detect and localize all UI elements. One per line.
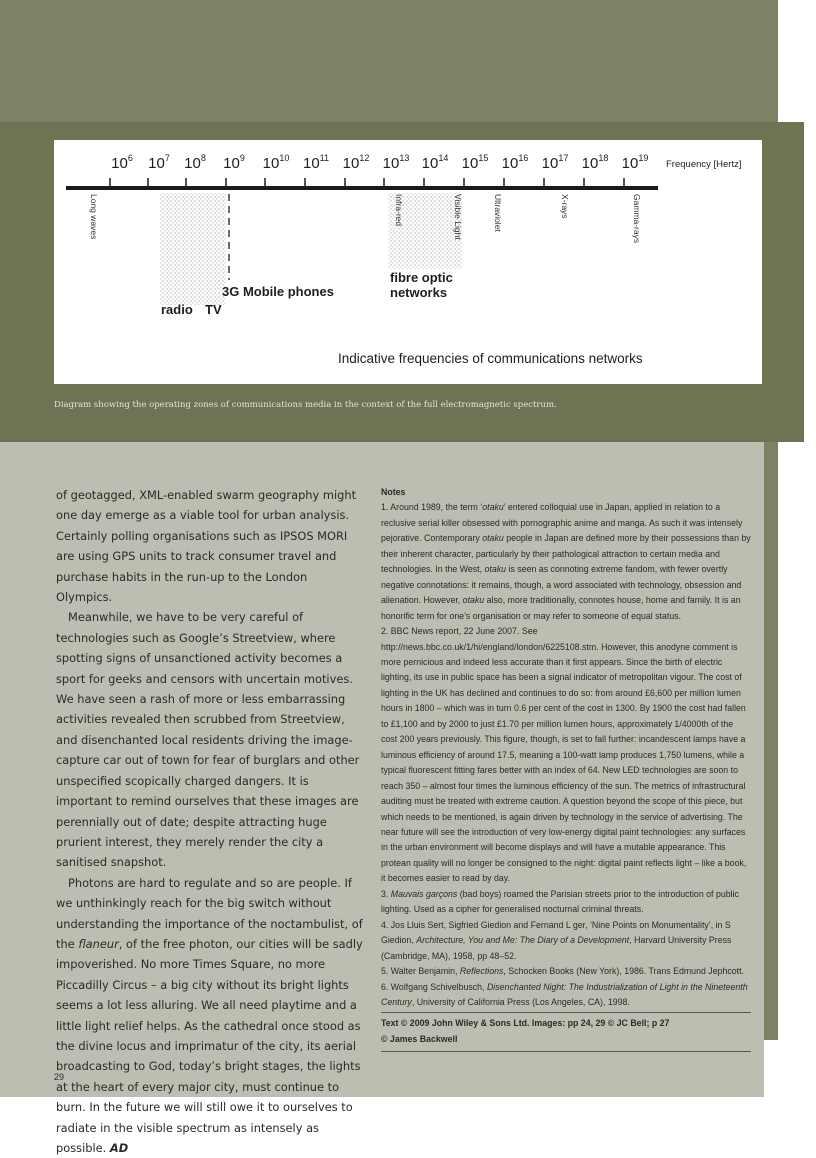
- band-label: Long waves: [89, 194, 99, 240]
- spectrum-axis: [66, 186, 658, 190]
- freq-label: $10^{14}$: [421, 153, 449, 172]
- band-label: X-rays: [560, 194, 570, 219]
- note-item: 2. BBC News report, 22 June 2007. See http://news.bbc.co.uk/1/hi/england/london/6225108.stm. However, this anodyne comment is more pernicious and indeed less accurate than it first appears. Since the birth of electric lighting, its use in public space has been a signal indicator of metropolitan vigour. The cost of lighting in the UK has declined and continues to do so: from around £6,600 per million lumen hours in 1800 – which was in turn 0.6 per cent of the cost in 1300. By 1900 the cost had fallen to £1,100 and by 2000 to just £1.70 per million lumen hours, approximately 1/4000th of the cost 200 years previously. This figure, though, is set to fall further: incandescent lamps have a luminous efficiency of around 17.5, meaning a 100-watt lamp produces 1,750 lumens, while a typical fluorescent fitting fares better with an index of 64. New LED technologies are soon to reach 350 – almost four times the luminous efficiency of the sun. The metrics of infrastructural auditing must be treated with extreme caution. A question beyond the scope of this piece, but which needs to be mentioned, is again driven by technology in the service of advertising. The near future will see the introduction of very low-energy digital paint technologies: any surfaces in the urban environment will become displays and will have a mutable appearance. This protean quality will no longer be consigned to the night: digital paint reflects light – like a book, it becomes easier to read by day.: [381, 626, 747, 884]
- body-paragraph: of geotagged, XML-enabled swarm geography might one day emerge as a viable tool for urban analysis. Certainly polling organisations such as IPSOS MORI are using GPS units to track consumer travel and purchase habits in the run-up to the London Olympics.: [56, 488, 357, 605]
- freq-label: $10^8$: [184, 153, 206, 172]
- freq-label: $10^{15}$: [461, 153, 489, 172]
- band-label: Ultraviolet: [493, 194, 503, 232]
- figure-caption: Diagram showing the operating zones of communications media in the context of the full electromagnetic spectrum.: [54, 400, 557, 410]
- freq-label: $10^{16}$: [501, 153, 529, 172]
- axis-ticks: [110, 178, 624, 186]
- note-item: 5. Walter Benjamin, Reflections, Schocken Books (New York), 1986. Trans Edmund Jephcott.: [381, 966, 744, 977]
- right-color-strip: [764, 442, 778, 1040]
- spectrum-svg: [54, 140, 762, 384]
- diagram-title: Indicative frequencies of communications networks: [338, 351, 643, 366]
- body-paragraph: Photons are hard to regulate and so are people. If we unthinkingly reach for the big switch without understanding the importance of the noctambulist, of the flaneur, of the free photon, our cities will be sadly impoverished. No more Times Square, no more Piccadilly Circus – a big city without its bright lights seems a lot less alluring. We all need playtime and a little light relief helps. As the cathedral once stood as the divine locus and imprimatur of the city, its aerial broadcasting to God, today’s bright stages, the lights at the heart of every major city, must continue to burn. In the future we will still owe it to ourselves to radiate in the visible spectrum as intensely as possible. AD: [56, 875, 363, 1155]
- notes-heading: Notes: [381, 487, 406, 497]
- freq-label: $10^{19}$: [621, 153, 649, 172]
- freq-label: $10^{18}$: [581, 153, 609, 172]
- image-credits: [381, 1012, 751, 1052]
- freq-label: $10^6$: [111, 153, 133, 172]
- note-item: 1. Around 1989, the term ‘otaku’ entered colloquial use in Japan, applied in relation to a reclusive serial killer obsessed with pornographic anime and manga. As such it was intensely pejorative. Contemporary otaku people in Japan are defined more by their possessions than by their inherent character, particularly by their pathological attraction to certain media and technologies. In the West, otaku is seen as connoting extreme fandom, with fewer overtly negative connotations: it remains, though, a word associated with technology, obsession and alienation. However, otaku also, more traditionally, connotes house, home and family. It is an honorific term for one’s organisation or may refer to someone of equal status.: [381, 502, 751, 621]
- note-item: 4. Jos Lluis Sert, Sigfried Giedion and Fernand L ger, ‘Nine Points on Monumentality’, in S Giedion, Architecture, You and Me: The Diary of a Development, Harvard University Press (Cambridge, MA), 1958, pp 48–52.: [381, 919, 732, 961]
- body-column: [56, 485, 366, 1158]
- tv-label: TV: [205, 302, 222, 317]
- end-mark-icon: AD: [109, 1141, 129, 1155]
- spectrum-diagram: [54, 140, 762, 384]
- band-label: Infra-red: [394, 194, 404, 227]
- radio-label: radio: [161, 302, 193, 317]
- freq-label: $10^{13}$: [382, 153, 410, 172]
- band-label: Visible Light: [453, 194, 463, 240]
- notes-column: [381, 485, 751, 1052]
- note-item: 6. Wolfgang Schivelbusch, Disenchanted Night: The Industrialization of Light in the Nineteenth Century, University of California Press (Los Angeles, CA), 1998.: [381, 981, 748, 1007]
- freq-label: $10^{17}$: [541, 153, 569, 172]
- freq-label: $10^{11}$: [302, 153, 330, 172]
- freq-label: $10^9$: [223, 153, 245, 172]
- freq-label: $10^{10}$: [262, 153, 290, 172]
- top-color-band: [0, 0, 778, 122]
- page-number: 29: [54, 1072, 65, 1082]
- radio-tv-zone: [160, 193, 226, 305]
- freq-label: $10^7$: [148, 153, 170, 172]
- band-label: Gamma-rays: [632, 194, 642, 244]
- credit-line: Text © 2009 John Wiley & Sons Ltd. Images: pp 24, 29 © JC Bell; p 27: [381, 1018, 670, 1029]
- fibre-label-line1: fibre optic: [390, 270, 453, 285]
- mobile-label: 3G Mobile phones: [222, 284, 334, 299]
- body-paragraph: Meanwhile, we have to be very careful of technologies such as Google’s Streetview, where spotting signs of unsanctioned activity becomes a sport for geeks and censors with uncertain motives. We have seen a rash of more or less embarrassing activities revealed then scrubbed from Streetview, and disenchanted local residents driving the image-capture car out of town for fear of burglars and other unspecified scopically charged dangers. It is important to remind ourselves that these images are perennially out of date; despite attracting huge prurient interest, they merely render the city a sanitised snapshot.: [56, 610, 360, 870]
- note-item: 3. Mauvais garçons (bad boys) roamed the Parisian streets prior to the introduction of public lighting. Used as a cipher for generalised nocturnal criminal threats.: [381, 888, 739, 915]
- fibre-label-line2: networks: [390, 285, 448, 300]
- credit-line: © James Backwell: [381, 1033, 458, 1044]
- freq-label: $10^{12}$: [342, 153, 370, 172]
- axis-label: Frequency [Hertz]: [666, 159, 742, 170]
